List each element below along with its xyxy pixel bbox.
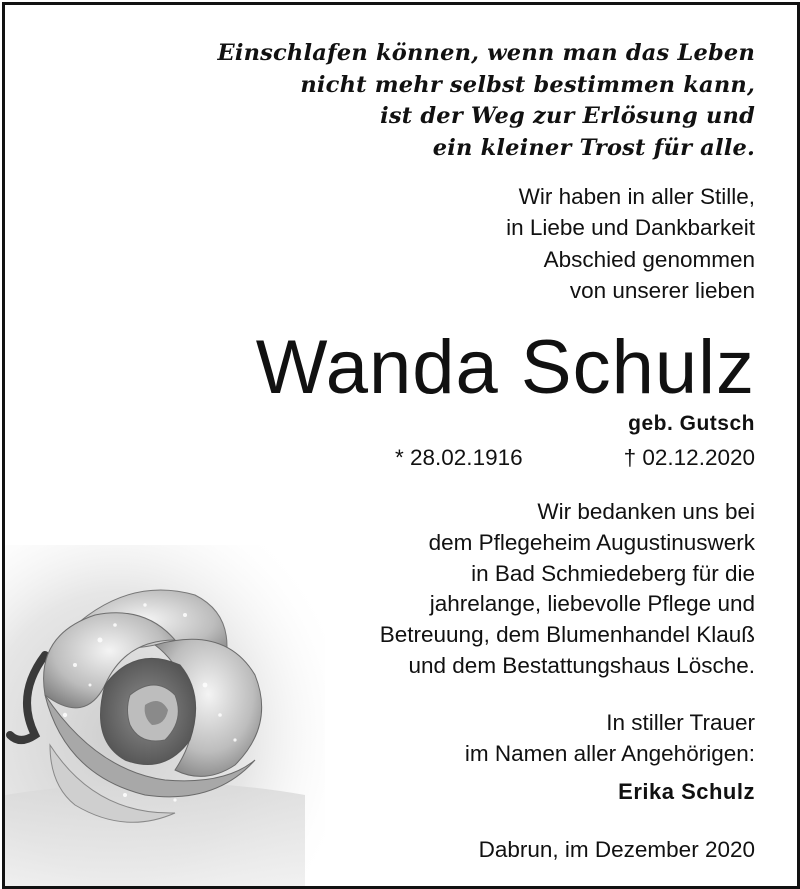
- motto-line: ist der Weg zur Erlösung und: [380, 103, 755, 129]
- motto-line: Einschlafen können, wenn man das Leben: [217, 40, 755, 66]
- motto-verse: [217, 38, 755, 164]
- thanks-text: [380, 497, 755, 682]
- rose-icon: [5, 545, 325, 889]
- place-date: Dabrun, im Dezember 2020: [478, 837, 755, 862]
- thanks-line: in Bad Schmiedeberg für die: [471, 560, 755, 586]
- motto-line: ein kleiner Trost für alle.: [432, 134, 755, 161]
- intro-line: in Liebe und Dankbarkeit: [506, 215, 755, 241]
- signer-name: Erika Schulz: [618, 779, 755, 804]
- mourning-line: In stiller Trauer: [606, 710, 755, 735]
- thanks-line: Betreuung, dem Blumenhandel Klauß: [379, 622, 755, 648]
- thanks-line: jahrelange, liebevolle Pflege und: [429, 591, 755, 617]
- thanks-line: und dem Bestattungshaus Lösche.: [408, 652, 755, 678]
- mourning-line: im Namen aller Angehörigen:: [464, 741, 755, 766]
- intro-line: Abschied genommen: [543, 246, 755, 272]
- birth-name: geb. Gutsch: [628, 412, 755, 435]
- death-date: † 02.12.2020: [623, 445, 755, 470]
- deceased-name: Wanda Schulz: [255, 325, 755, 410]
- mourning-text: [465, 707, 755, 769]
- motto-line: nicht mehr selbst bestimmen kann,: [300, 71, 755, 98]
- birth-date: * 28.02.1916: [395, 445, 523, 470]
- thanks-line: dem Pflegeheim Augustinuswerk: [428, 529, 755, 555]
- intro-text: [506, 181, 755, 306]
- thanks-line: Wir bedanken uns bei: [537, 499, 755, 524]
- intro-line: von unserer lieben: [569, 277, 755, 303]
- intro-line: Wir haben in aller Stille,: [518, 184, 755, 209]
- obituary-notice: [2, 2, 800, 889]
